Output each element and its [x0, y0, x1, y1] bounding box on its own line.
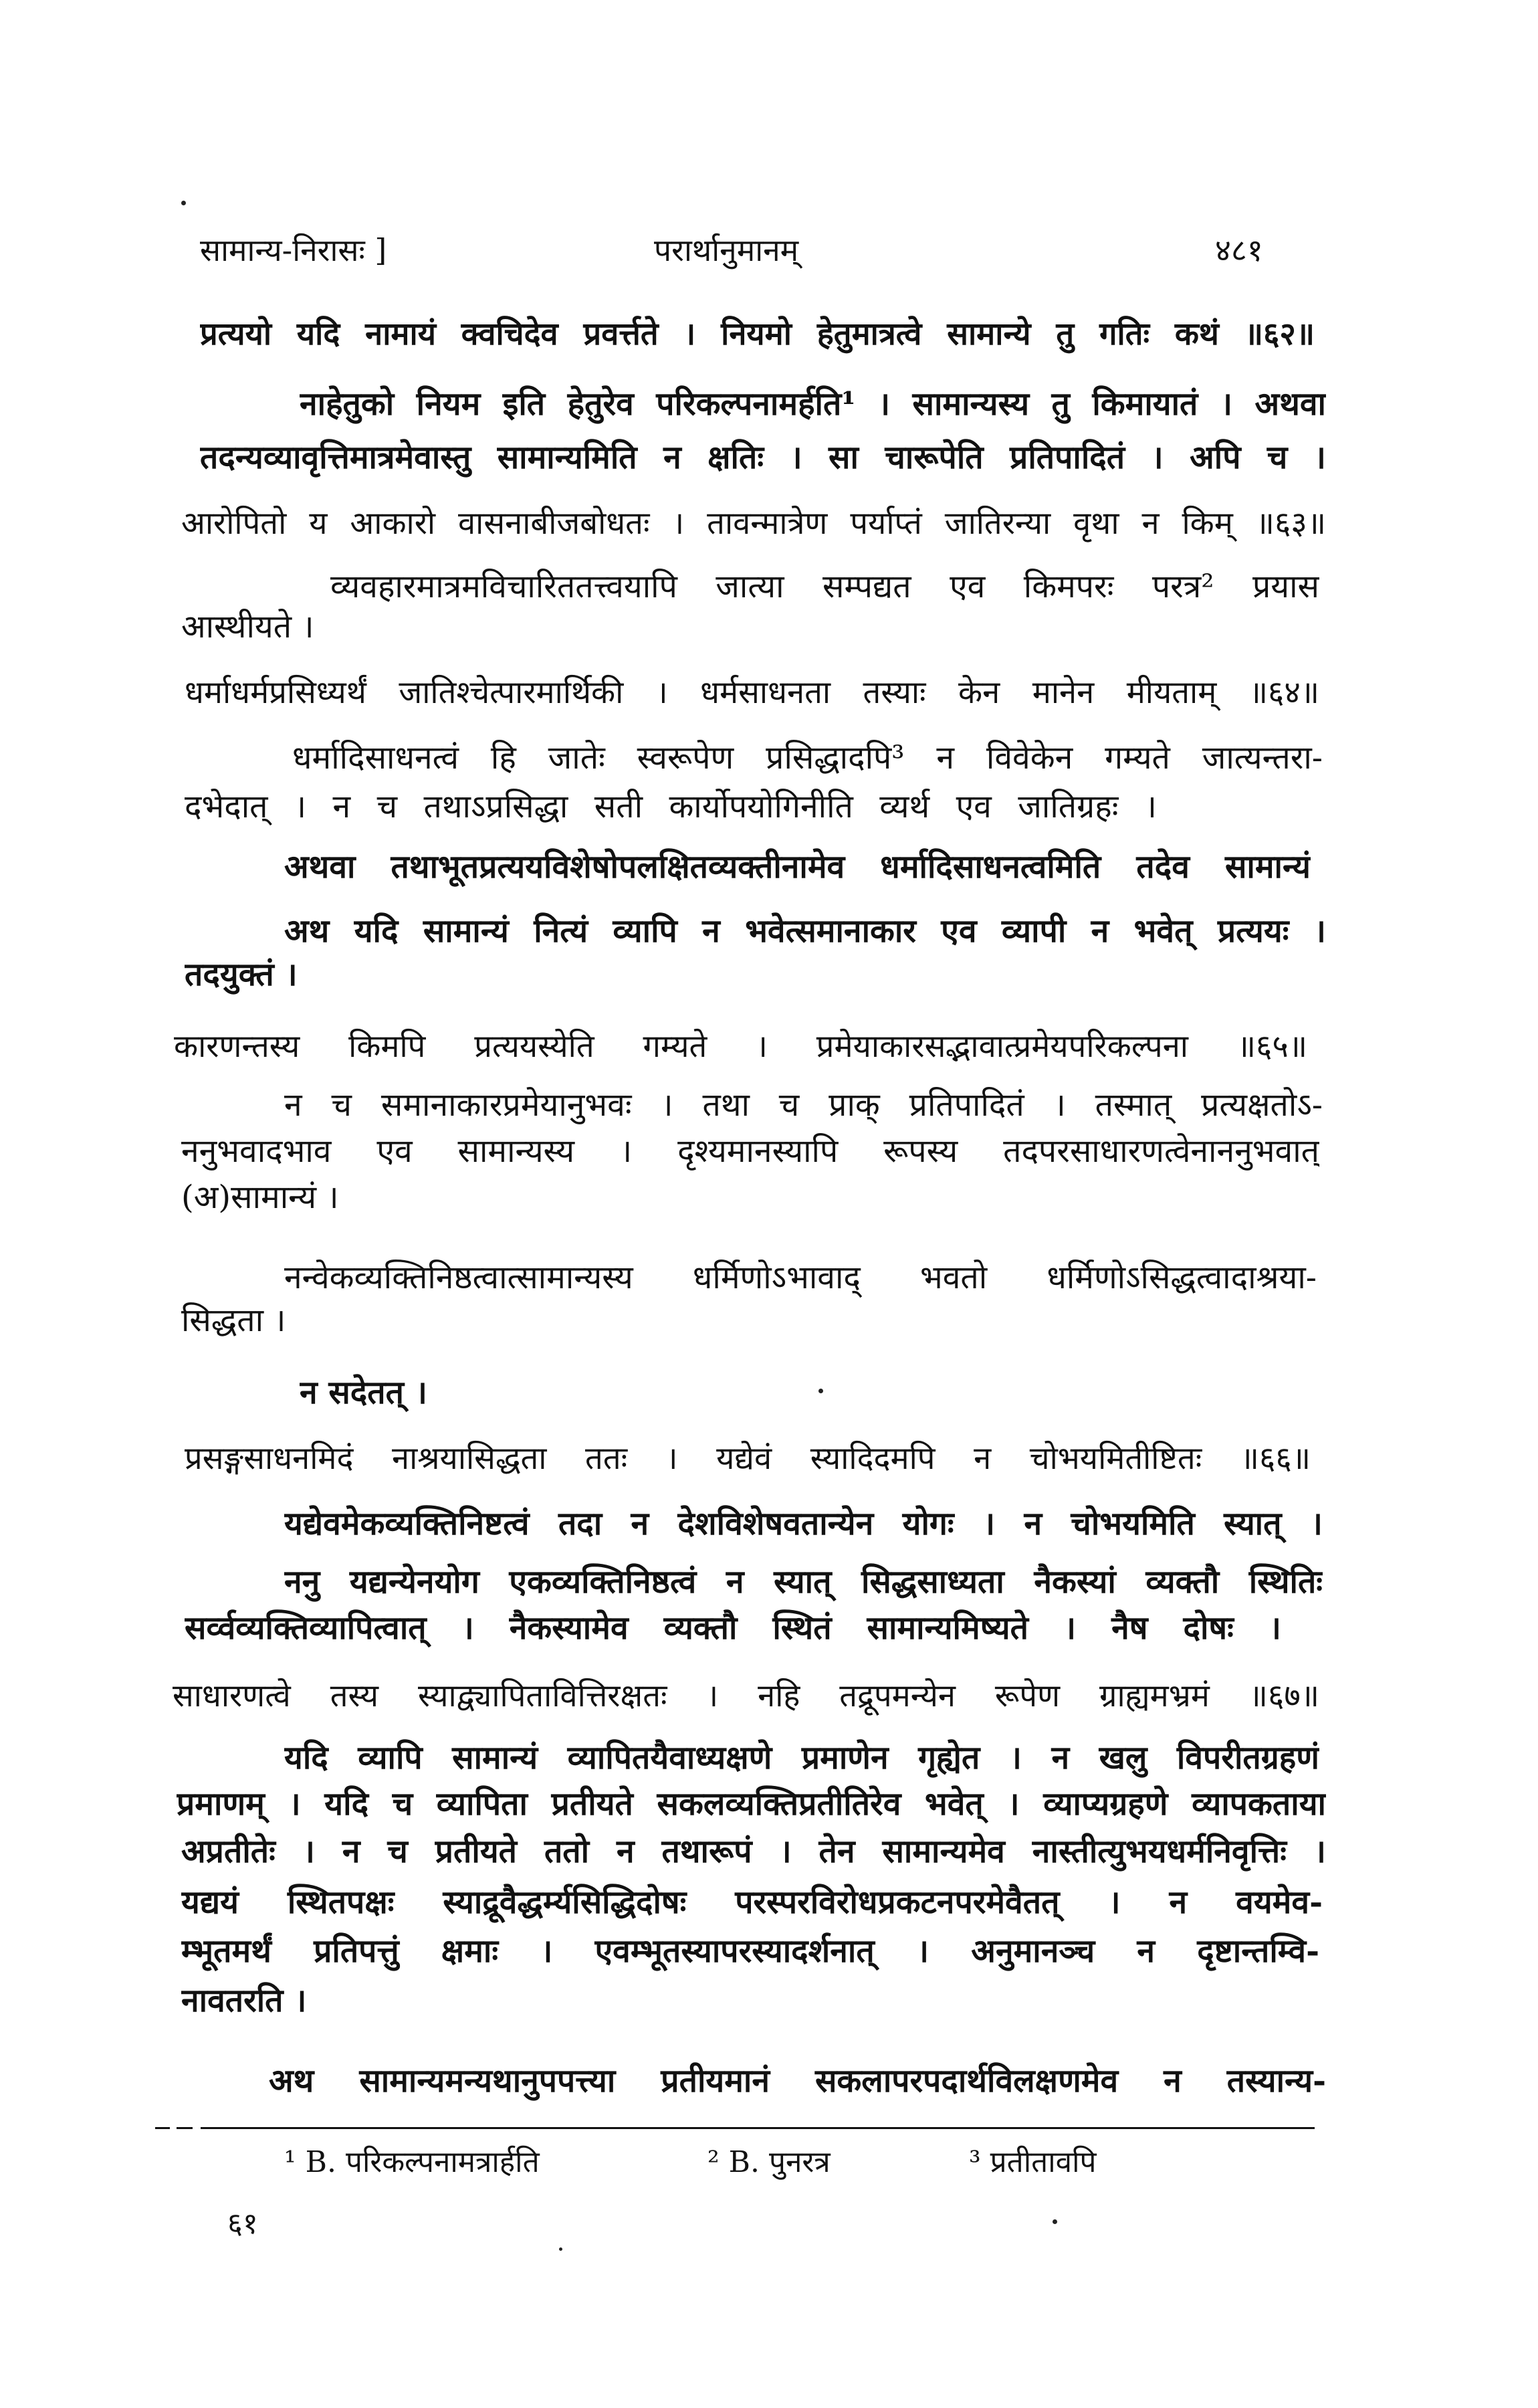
prose-line: न सदेतत् ।: [300, 1374, 427, 1411]
footnote-text: प्रतीतावपि: [990, 2145, 1097, 2179]
prose-line: यद्येवमेकव्यक्तिनिष्टत्वं तदा न देशविशेषवतान्येन योगः । न चोभयमिति स्यात् ।: [284, 1505, 1323, 1542]
footnote-text: B. परिकल्पनामत्रार्हति: [305, 2145, 540, 2179]
verse-67: साधारणत्वे तस्य स्याद्व्यापितावित्तिरक्षतः । नहि तद्रूपमन्येन रूपेण ग्राह्यमभ्रमं ॥६७॥: [173, 1678, 1319, 1714]
signature-mark: ६१: [227, 2207, 258, 2241]
verse-64: धर्माधर्मप्रसिध्यर्थं जातिश्चेत्पारमार्थिकी । धर्मसाधनता तस्याः केन मानेन मीयताम् ॥६४॥: [185, 674, 1319, 711]
prose-line: व्यवहारमात्रमविचारिततत्त्वयापि जात्या सम्पद्यत एव किमपरः परत्र² प्रयास: [330, 568, 1319, 605]
prose-line: अथ सामान्यमन्यथानुपपत्त्या प्रतीयमानं सकलापरपदार्थविलक्षणमेव न तस्यान्य-: [269, 2062, 1326, 2100]
prose-line: अथवा तथाभूतप्रत्ययविशेषोपलक्षितव्यक्तीनामेव धर्मादिसाधनत्वमिति तदेव सामान्यं: [284, 848, 1311, 886]
footnote-1: [284, 2142, 540, 2183]
verse-65: कारणन्तस्य किमपि प्रत्ययस्येति गम्यते । प्रमेयाकारसद्भावात्प्रमेयपरिकल्पना ॥६५॥: [174, 1028, 1307, 1065]
verse-62: प्रत्ययो यदि नामायं क्वचिदेव प्रवर्त्तते । नियमो हेतुमात्रत्वे सामान्ये तु गतिः कथं ॥६२॥: [200, 316, 1315, 353]
prose-line: दभेदात् । न च तथाऽप्रसिद्धा सती कार्योपयोगिनीति व्यर्थ एव जातिग्रहः ।: [185, 788, 1157, 825]
scan-speck: [818, 1389, 823, 1393]
prose-line: नावतरति ।: [181, 1982, 307, 2019]
scan-speck: [1053, 2219, 1057, 2224]
prose-line: ननुभवादभाव एव सामान्यस्य । दृश्यमानस्यापि रूपस्य तदपरसाधारणत्वेनाननुभवात्: [181, 1132, 1319, 1170]
scan-speck: [559, 2247, 562, 2251]
footnote-rule: [201, 2127, 1315, 2129]
footnote-marker: ³: [969, 2145, 981, 2179]
prose-line: सर्व्वव्यक्तिव्यापित्वात् । नैकस्यामेव व्यक्तौ स्थितं सामान्यमिष्यते । नैष दोषः ।: [185, 1609, 1281, 1647]
footnote-marker: ²: [707, 2145, 720, 2179]
prose-line: सिद्धता ।: [181, 1302, 286, 1339]
footnote-rule-dash: [177, 2127, 193, 2129]
prose-line: न च समानाकारप्रमेयानुभवः । तथा च प्राक् प्रतिपादितं । तस्मात् प्रत्यक्षतोऽ-: [284, 1086, 1323, 1124]
verse-66: प्रसङ्गसाधनमिदं नाश्रयासिद्धता ततः । यद्येवं स्यादिदमपि न चोभयमितीष्टितः ॥६६॥: [185, 1440, 1311, 1477]
footnote-2: [707, 2142, 831, 2183]
verse-63: आरोपितो य आकारो वासनाबीजबोधतः । तावन्मात्रेण पर्याप्तं जातिरन्या वृथा न किम् ॥६३॥: [181, 505, 1326, 542]
prose-line: प्रमाणम् । यदि च व्यापिता प्रतीयते सकलव्यक्तिप्रतीतिरेव भवेत् । व्याप्यग्रहणे व्यापकताया: [177, 1785, 1326, 1823]
footnote-3: [969, 2142, 1096, 2183]
page-number: ४८१: [1215, 232, 1263, 268]
footnote-text: B. पुनरत्र: [728, 2145, 831, 2179]
prose-line: यद्ययं स्थितपक्षः स्याद्रूवैद्धर्म्यसिद्धिदोषः परस्परविरोधप्रकटनपरमेवैतत् । न वयमेव-: [181, 1884, 1323, 1921]
prose-line: नन्वेकव्यक्तिनिष्ठत्वात्सामान्यस्य धर्मिणोऽभावाद् भवतो धर्मिणोऽसिद्धत्वादाश्रया-: [284, 1259, 1317, 1296]
footnote-marker: ¹: [284, 2145, 296, 2179]
prose-line: म्भूतमर्थं प्रतिपत्तुं क्षमाः । एवम्भूतस्यापरस्यादर्शनात् । अनुमानञ्च न दृष्टान्तम्वि-: [181, 1932, 1319, 1970]
prose-line: अप्रतीतेः । न च प्रतीयते ततो न तथारूपं । तेन सामान्यमेव नास्तीत्युभयधर्मनिवृत्तिः ।: [181, 1833, 1326, 1870]
prose-line: यदि व्यापि सामान्यं व्यापितयैवाध्यक्षणे प्रमाणेन गृह्येत । न खलु विपरीतग्रहणं: [284, 1739, 1319, 1777]
scan-speck: [181, 201, 186, 205]
running-head-section: सामान्य-निरासः ]: [200, 232, 387, 268]
footnote-rule-dash: [155, 2127, 170, 2129]
prose-line: आस्थीयते ।: [181, 608, 314, 645]
prose-line: धर्मादिसाधनत्वं हि जातेः स्वरूपेण प्रसिद्धादपि³ न विवेकेन गम्यते जात्यन्तरा-: [292, 739, 1323, 777]
prose-line: (अ)सामान्यं ।: [181, 1179, 339, 1216]
prose-line: अथ यदि सामान्यं नित्यं व्यापि न भवेत्समानाकार एव व्यापी न भवेत् प्रत्ययः ।: [284, 912, 1326, 950]
running-head-title: परार्थानुमानम्: [654, 232, 799, 268]
prose-line: नाहेतुको नियम इति हेतुरेव परिकल्पनामर्हति¹ । सामान्यस्य तु किमायातं । अथवा: [300, 385, 1326, 423]
prose-line: ननु यद्यन्येनयोग एकव्यक्तिनिष्ठत्वं न स्यात् सिद्धसाध्यता नैकस्यां व्यक्तौ स्थितिः: [284, 1563, 1323, 1601]
prose-line: तदयुक्तं ।: [185, 956, 298, 993]
prose-line: तदन्यव्यावृत्तिमात्रमेवास्तु सामान्यमिति न क्षतिः । सा चारूपेति प्रतिपादितं । अपि च ।: [200, 439, 1326, 476]
